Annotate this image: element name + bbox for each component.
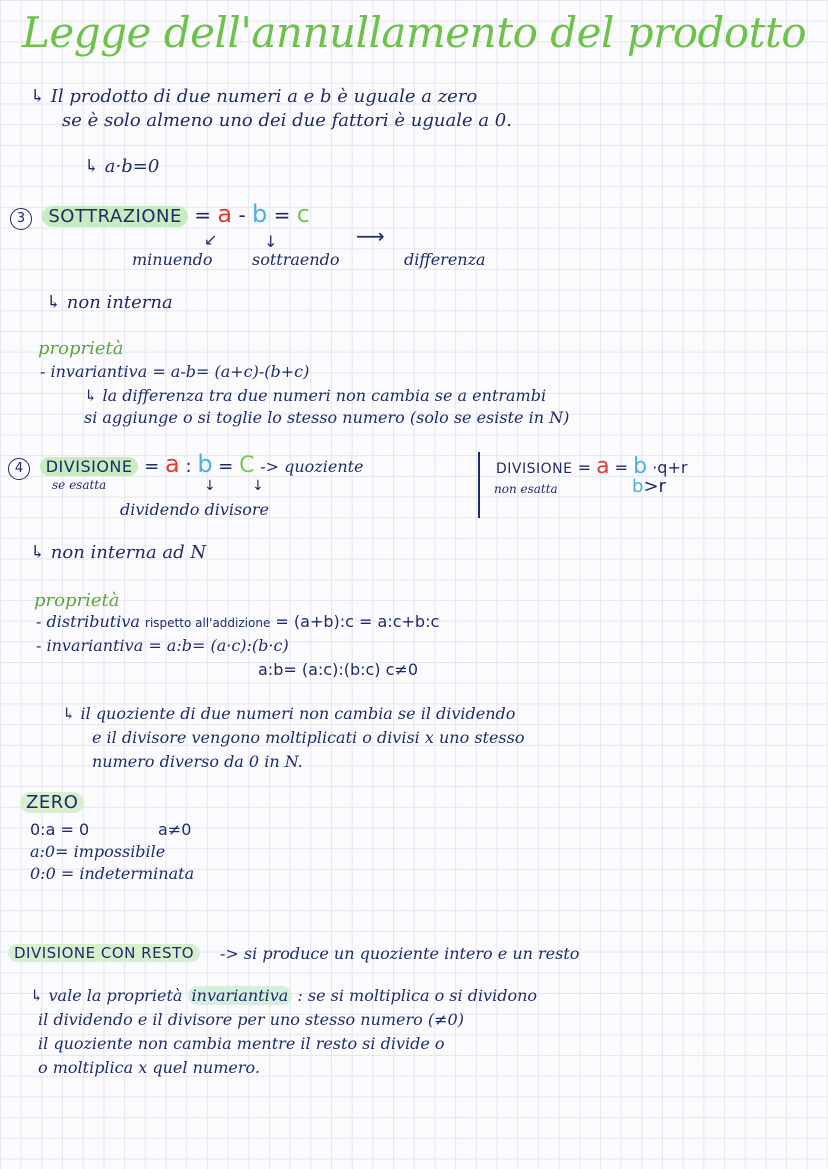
formula-rest: ·q+r	[652, 458, 688, 477]
divisione-condition	[632, 476, 666, 497]
zero-line2: a:0= impossibile	[30, 842, 166, 861]
arrow-divisore: ↓	[252, 478, 264, 494]
distributiva-label: - distributiva	[36, 612, 140, 631]
resto-line1-highlight: invariantiva	[188, 986, 293, 1005]
var-c: c	[296, 200, 310, 228]
divider-vertical	[478, 452, 480, 518]
divisione-desc3: numero diverso da 0 in N.	[92, 752, 303, 771]
differenza-label: differenza	[404, 250, 486, 269]
resto-line3: il quoziente non cambia mentre il resto si divide o	[38, 1034, 445, 1053]
eq-sign: =	[577, 458, 591, 477]
divisione-proprieta-title: proprietà	[34, 590, 120, 611]
sottrazione-non-interna: ↳ non interna	[46, 292, 173, 313]
divisione-non-interna: ↳ non interna ad N	[30, 542, 207, 563]
zero-line1b: a≠0	[158, 820, 192, 839]
colon-sign: :	[185, 456, 192, 477]
arrow-b: ↓	[264, 232, 278, 251]
arrow-a: ↙	[204, 230, 218, 249]
distributiva-note: rispetto all'addizione	[145, 616, 271, 630]
eq-sign-2: =	[218, 456, 234, 477]
legge-formula: ↳ a·b=0	[84, 156, 160, 177]
var-b: b	[632, 476, 644, 497]
sottrazione-label: SOTTRAZIONE	[42, 206, 188, 227]
resto-line1	[30, 986, 537, 1005]
sottraendo-label: sottraendo	[252, 250, 340, 269]
minuendo-label: minuendo	[132, 250, 213, 269]
sottrazione-inv-desc1: ↳ la differenza tra due numeri non cambia se a entrambi	[84, 386, 547, 405]
se-esatta-note: se esatta	[52, 478, 107, 492]
legge-line2: se è solo almeno uno dei due fattori è uguale a 0.	[62, 110, 512, 131]
sottrazione-header	[10, 200, 310, 230]
arrow-c: ⟶	[356, 224, 385, 248]
eq-sign-2: =	[614, 458, 629, 477]
eq-sign: =	[144, 456, 160, 477]
dividendo-divisore-labels: dividendo divisore	[120, 500, 269, 519]
resto-label: DIVISIONE CON RESTO	[8, 944, 200, 962]
resto-arrow-text: -> si produce un quoziente intero e un resto	[220, 944, 580, 963]
var-a: a	[165, 450, 180, 478]
distributiva-line	[36, 612, 439, 631]
sottrazione-invariantiva: - invariantiva = a-b= (a+c)-(b+c)	[40, 362, 310, 381]
invariantiva-line1: - invariantiva = a:b= (a·c):(b·c)	[36, 636, 289, 655]
non-esatta-note: non esatta	[494, 482, 558, 496]
resto-line4: o moltiplica x quel numero.	[38, 1058, 260, 1077]
var-b: b	[197, 450, 213, 478]
arrow-dividendo: ↓	[204, 478, 216, 494]
eq-sign: =	[194, 203, 211, 227]
zero-label: ZERO	[20, 792, 84, 813]
page-title: Legge dell'annullamento del prodotto	[22, 8, 807, 57]
zero-line1a: 0:a = 0	[30, 820, 90, 839]
var-c: C	[239, 453, 255, 478]
condition-rest: >r	[643, 476, 666, 497]
divisione-header	[8, 450, 364, 480]
var-a: a	[596, 454, 610, 479]
divisione-desc2: e il divisore vengono moltiplicati o divisi x uno stesso	[92, 728, 525, 747]
var-a: a	[217, 200, 233, 228]
var-b: b	[633, 454, 648, 479]
sottrazione-inv-desc2: si aggiunge o si toglie lo stesso numero (solo se esiste in N)	[84, 408, 570, 427]
section-number-badge: 4	[8, 458, 30, 480]
zero-line3: 0:0 = indeterminata	[30, 864, 195, 883]
invariantiva-line2: a:b= (a:c):(b:c) c≠0	[258, 660, 419, 679]
minus-sign: -	[238, 203, 246, 227]
quoziente-label: -> quoziente	[260, 457, 364, 476]
sottrazione-proprieta-title: proprietà	[38, 338, 124, 359]
distributiva-formula: = (a+b):c = a:c+b:c	[275, 612, 440, 631]
eq-sign-2: =	[273, 203, 291, 227]
resto-line1-a: ↳ vale la proprietà	[30, 986, 183, 1005]
var-b: b	[252, 200, 268, 228]
divisione-desc1: ↳ il quoziente di due numeri non cambia se il dividendo	[62, 704, 516, 723]
legge-line1: ↳ Il prodotto di due numeri a e b è uguale a zero	[30, 86, 478, 107]
section-number-badge: 3	[10, 208, 32, 230]
divisione-label: DIVISIONE	[40, 457, 139, 476]
divisione-right-label: DIVISIONE	[496, 461, 573, 477]
resto-line1-b: : se si moltiplica o si dividono	[297, 986, 538, 1005]
resto-line2: il dividendo e il divisore per uno stesso numero (≠0)	[38, 1010, 464, 1029]
